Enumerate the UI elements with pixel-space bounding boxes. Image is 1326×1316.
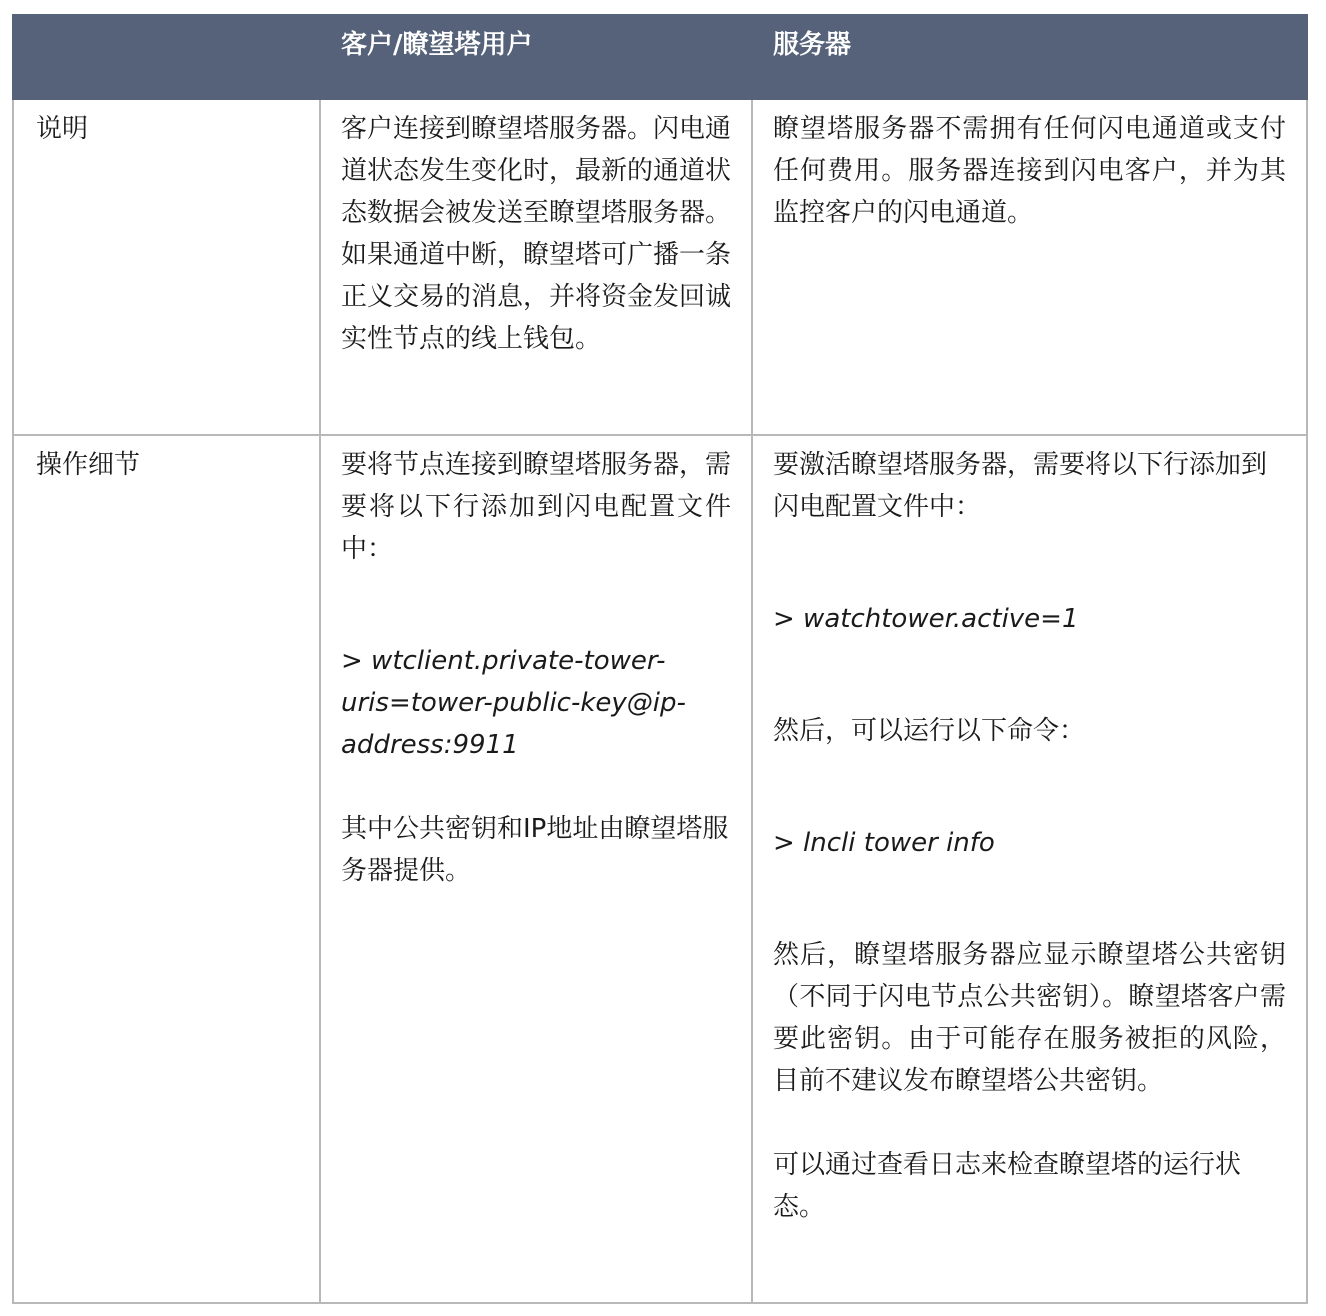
table-row-description [13,99,1307,435]
header-empty [13,15,320,99]
server-description-text: 瞭望塔服务器不需拥有任何闪电通道或支付任何费用。服务器连接到闪电客户，并为其监控客户的闪电通道。 [773,114,1286,228]
client-operation-intro: 要将节点连接到瞭望塔服务器，需要将以下行添加到闪电配置文件中： [341,450,732,564]
row-label-operation: 操作细节 [13,435,320,1303]
server-command-line: > lncli tower info [773,828,995,858]
cell-server-description [752,99,1307,435]
server-then-text: 然后，可以运行以下命令： [773,716,1086,746]
client-description-text: 客户连接到瞭望塔服务器。闪电通道状态发生变化时，最新的通道状态数据会被发送至瞭望塔服务器。如果通道中断，瞭望塔可广播一条正义交易的消息，并将资金发回诚实性节点的线上钱包。 [341,114,732,354]
server-result-text: 然后，瞭望塔服务器应显示瞭望塔公共密钥（不同于闪电节点公共密钥）。瞭望塔客户需要此密钥。由于可能存在服务被拒的风险，目前不建议发布瞭望塔公共密钥。 [773,940,1286,1096]
header-client: 客户/瞭望塔用户 [320,15,752,99]
client-config-line: > wtclient.private-tower-uris=tower-public-key@ip-address:9911 [341,646,686,760]
server-operation-intro: 要激活瞭望塔服务器，需要将以下行添加到闪电配置文件中： [773,450,1268,522]
cell-client-operation [320,435,752,1303]
server-logs-text: 可以通过查看日志来检查瞭望塔的运行状态。 [773,1150,1242,1222]
table-row-operation [13,435,1307,1303]
header-row [13,15,1307,99]
cell-client-description [320,99,752,435]
server-config-line: > watchtower.active=1 [773,604,1079,634]
client-operation-note: 其中公共密钥和IP地址由瞭望塔服务器提供。 [341,814,729,886]
header-server: 服务器 [752,15,1307,99]
comparison-table [12,14,1308,1304]
cell-server-operation [752,435,1307,1303]
row-label-description: 说明 [13,99,320,435]
